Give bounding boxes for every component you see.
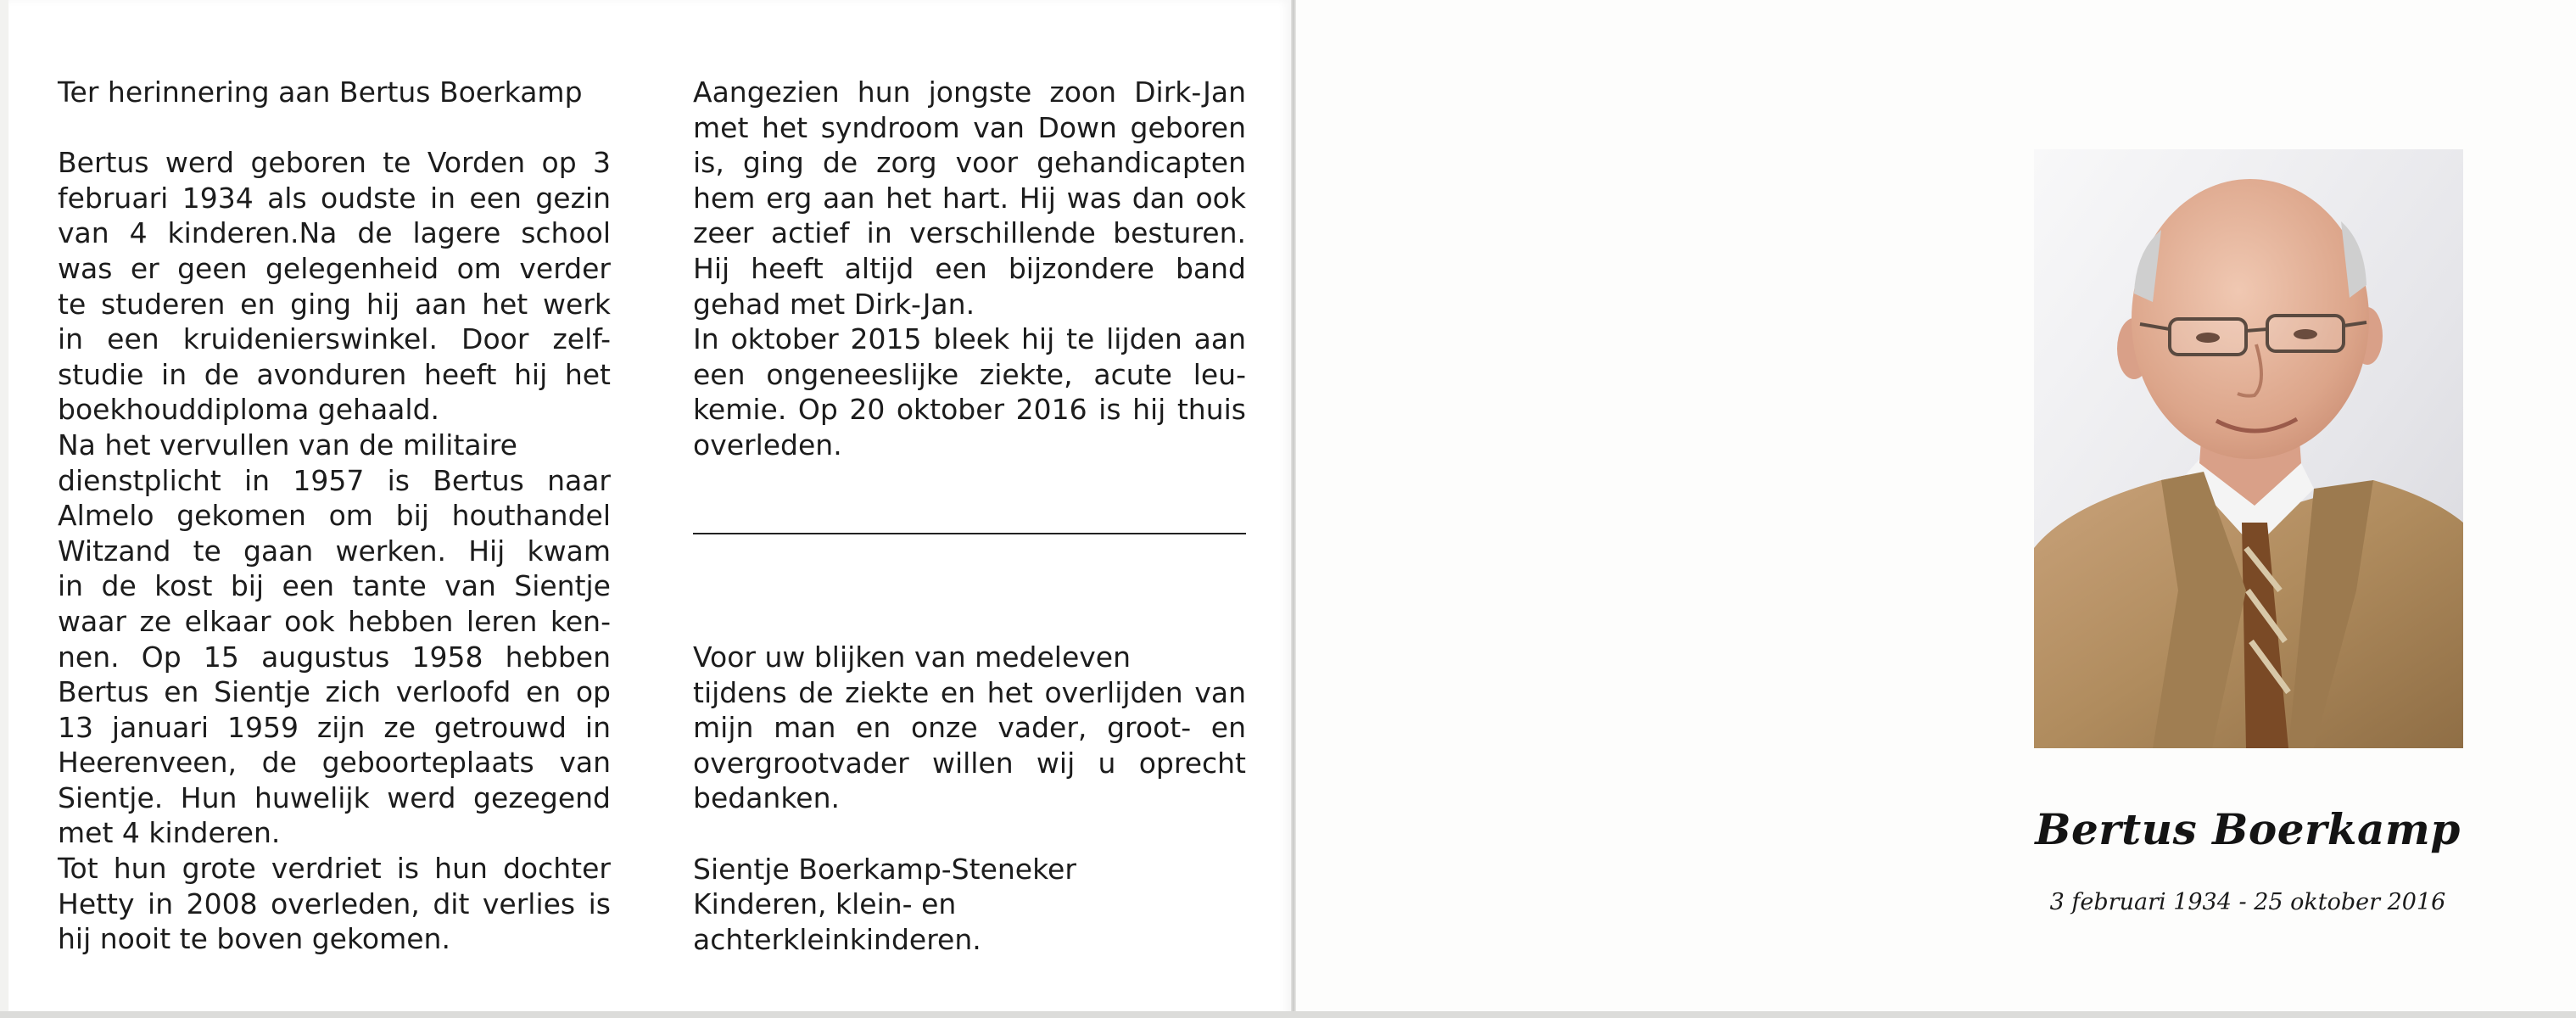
text-line: Aangezien hun jongste zoon Dirk-Jan — [693, 76, 1246, 109]
text-line: Heerenveen, de geboorteplaats van — [58, 746, 611, 780]
text-line: Bertus werd geboren te Vorden op 3 — [58, 146, 611, 180]
portrait-photo — [2034, 149, 2463, 748]
text-line: overleden. — [693, 428, 842, 461]
text-line: kemie. Op 20 oktober 2016 is hij thuis — [693, 393, 1246, 427]
text-line: Almelo gekomen om bij houthandel — [58, 499, 611, 533]
text-line: is, ging de zorg voor gehandicapten — [693, 146, 1246, 180]
text-line: was er geen gelegenheid om verder — [58, 251, 611, 285]
text-line: hem erg aan het hart. Hij was dan ook — [693, 181, 1246, 215]
text-line: in een kruidenierswinkel. Door zelf- — [58, 322, 611, 356]
biography-paragraph-4 — [693, 75, 1246, 322]
thanks-block — [693, 640, 1246, 957]
text-line: mijn man en onze vader, groot- en — [693, 711, 1246, 745]
text-line: Witzand te gaan werken. Hij kwam — [58, 534, 611, 568]
memorial-name: Bertus Boerkamp — [2035, 804, 2461, 854]
text-line: boekhouddiploma gehaald. — [58, 393, 440, 427]
biography-paragraph-2 — [58, 428, 611, 851]
card-heading: Ter herinnering aan Bertus Boerkamp — [58, 76, 583, 109]
text-line: Sientje. Hun huwelijk werd gezegend — [58, 780, 611, 814]
divider-line — [693, 533, 1246, 534]
text-line: februari 1934 als oudste in een gezin — [58, 181, 611, 215]
text-line: hij nooit te boven gekomen. — [58, 922, 450, 956]
text-line: van 4 kinderen.Na de lagere school — [58, 216, 611, 250]
text-line: een ongeneeslijke ziekte, acute leu- — [693, 357, 1246, 391]
middle-text-column — [693, 75, 1246, 463]
text-line: Sientje Boerkamp-Steneker — [693, 852, 1076, 886]
text-line: Voor uw blijken van medeleven — [693, 640, 1132, 674]
memorial-dates: 3 februari 1934 - 25 oktober 2016 — [2049, 889, 2446, 915]
text-line: gehad met Dirk-Jan. — [693, 287, 975, 321]
scan-bottom-edge — [0, 1011, 2576, 1018]
biography-paragraph-3 — [58, 851, 611, 957]
text-line: in de kost bij een tante van Sientje — [58, 569, 611, 603]
text-line: overgrootvader willen wij u oprecht — [693, 746, 1246, 780]
biography-paragraph-5 — [693, 322, 1246, 462]
text-line: Hij heeft altijd een bijzondere band — [693, 251, 1246, 285]
text-line: zeer actief in verschillende besturen. — [693, 216, 1246, 250]
thanks-paragraph — [693, 640, 1246, 816]
text-line: te studeren en ging hij aan het werk — [58, 287, 611, 321]
text-line: met 4 kinderen. — [58, 816, 281, 850]
text-line: In oktober 2015 bleek hij te lijden aan — [693, 322, 1246, 356]
text-line: Kinderen, klein- en — [693, 887, 957, 921]
text-line: studie in de avonduren heeft hij het — [58, 357, 611, 391]
signature-block — [693, 852, 1246, 958]
text-line: bedanken. — [693, 781, 840, 815]
text-line: Hetty in 2008 overleden, dit verlies is — [58, 887, 611, 920]
text-line: nen. Op 15 augustus 1958 hebben — [58, 640, 611, 674]
text-line: tijdens de ziekte en het overlijden van — [693, 675, 1246, 709]
text-line: 13 januari 1959 zijn ze getrouwd in — [58, 710, 611, 744]
text-line: Tot hun grote verdriet is hun dochter — [58, 852, 611, 886]
biography-paragraph-1 — [58, 145, 611, 428]
text-line: met het syndroom van Down geboren — [693, 110, 1246, 144]
text-line: Bertus en Sientje zich verloofd en op — [58, 675, 611, 709]
text-line: dienstplicht in 1957 is Bertus naar — [58, 463, 611, 497]
left-text-column — [58, 75, 611, 957]
portrait-illustration — [2034, 149, 2463, 748]
text-line: achterkleinkinderen. — [693, 922, 981, 956]
text-line: Na het vervullen van de militaire — [58, 428, 517, 461]
text-line: waar ze elkaar ook hebben leren ken- — [58, 604, 611, 638]
